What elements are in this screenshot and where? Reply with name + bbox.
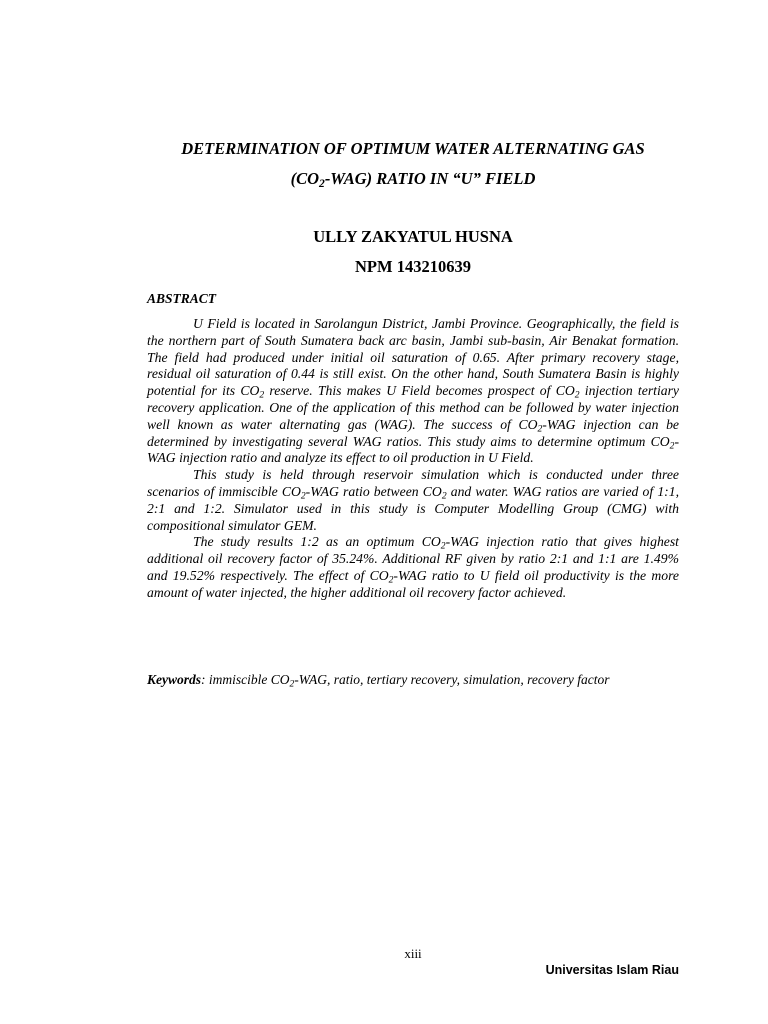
subscript: 2 [289, 679, 295, 690]
abstract-heading: ABSTRACT [147, 291, 217, 306]
student-number: NPM 143210639 [355, 257, 471, 276]
abstract-text: -WAG ratio to U field oil productivity is the more amount of water injected, the higher additional oil recovery factor achieved. [147, 567, 679, 600]
page-number: xiii [404, 946, 422, 961]
abstract-paragraph-3 [147, 534, 679, 601]
keywords-label: Keywords [147, 672, 201, 687]
abstract-text: reserve. This makes U Field becomes prospect of CO [264, 383, 575, 399]
keywords-line [147, 667, 679, 692]
abstract-text: -WAG injection ratio that gives highest additional oil recovery factor of 35.24%. Additional RF given by ratio 2:1 and 1:1 are 1.49% and 19.52% respectively. The effect of CO [147, 534, 679, 583]
title-text: -WAG) RATIO IN “U” FIELD [324, 169, 536, 188]
abstract-text: -WAG injection can be determined by investigating several WAG ratios. This study aims to determine optimum CO [147, 416, 679, 449]
abstract-text: This study is held through reservoir simulation which is conducted under three scenarios of immiscible CO [147, 467, 679, 499]
abstract-paragraph-1 [147, 316, 679, 467]
keywords-colon: : [201, 672, 206, 687]
abstract-paragraph-2 [147, 467, 679, 534]
subscript: 2 [669, 439, 675, 451]
keywords-text: -WAG, ratio, tertiary recovery, simulation, recovery factor [294, 672, 610, 687]
abstract-text: U Field is located in Sarolangun District, Jambi Province. Geographically, the field is the northern part of South Sumatera back arc basin, Jambi sub-basin, Air Benakat formation. The field had produced under initial oil saturation of 0.65. After primary recovery stage, residual oil saturation of 0.44 is still exist. On the other hand, South Sumatera Basin is highly potential for its CO [147, 316, 679, 399]
university-footer: Universitas Islam Riau [545, 963, 679, 977]
subscript: 2 [440, 540, 446, 552]
abstract-text: injection tertiary recovery application. One of the application of this method can be followed by water injection well known as water alternating gas (WAG). The success of CO [147, 383, 679, 432]
abstract-text: The study results 1:2 as an optimum CO [193, 534, 441, 550]
subscript: 2 [259, 389, 265, 401]
title-text: (CO [290, 169, 320, 188]
subscript: 2 [537, 423, 543, 435]
abstract-text: -WAG injection ratio and analyze its effect to oil production in U Field. [147, 433, 679, 466]
abstract-text: -WAG ratio between CO [305, 483, 442, 499]
abstract-text: and water. WAG ratios are varied of 1:1, 2:1 and 1:2. Simulator used in this study is Computer Modelling Group (CMG) with compositional simulator GEM. [147, 483, 679, 533]
keywords-text: immiscible CO [205, 672, 290, 687]
title-line-1: DETERMINATION OF OPTIMUM WATER ALTERNATING GAS [181, 139, 645, 158]
title-line-2 [147, 169, 679, 189]
subscript: 2 [319, 177, 325, 190]
author-name: ULLY ZAKYATUL HUSNA [313, 227, 513, 246]
subscript: 2 [574, 389, 580, 401]
abstract-body [147, 316, 679, 602]
subscript: 2 [388, 574, 394, 586]
subscript: 2 [441, 490, 447, 502]
subscript: 2 [300, 490, 306, 502]
